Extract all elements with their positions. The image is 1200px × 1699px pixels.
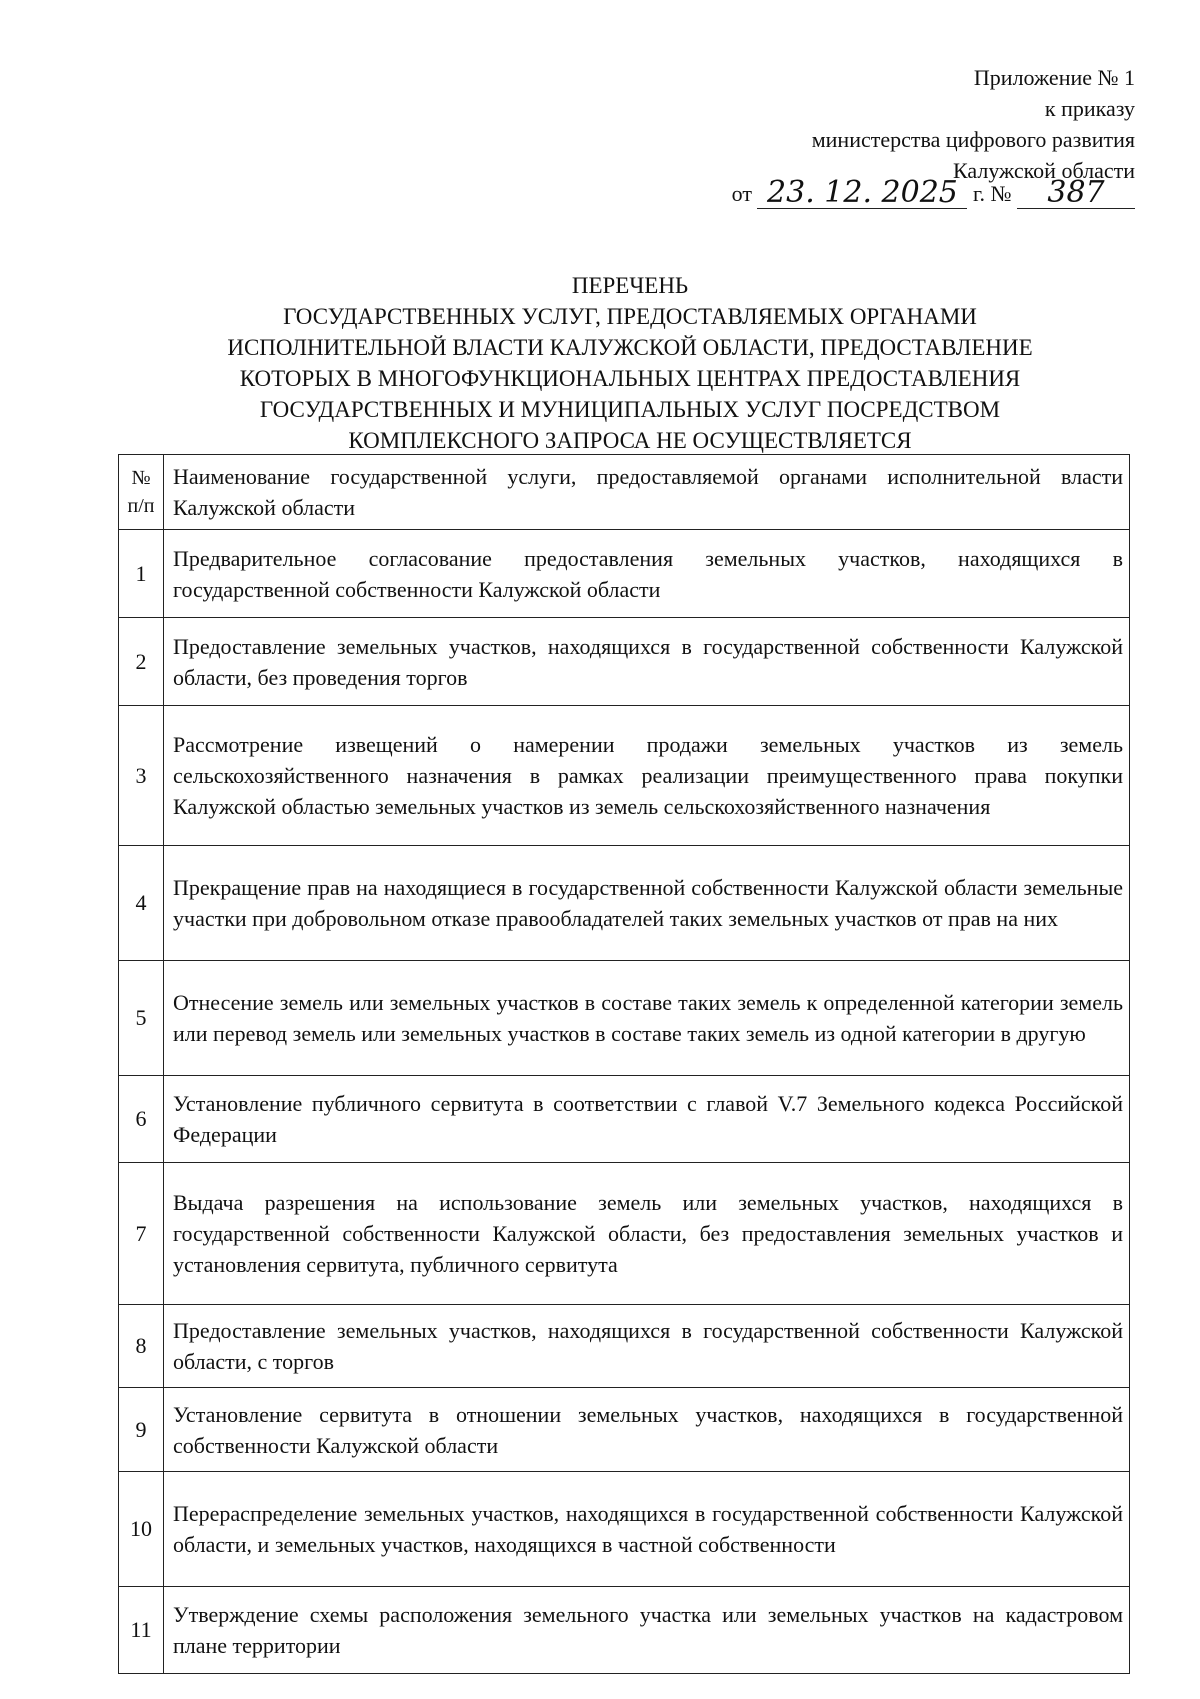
table-row <box>119 1388 1130 1472</box>
service-name: Предоставление земельных участков, находящихся в государственной собственности Калужской области, без проведения торгов <box>164 618 1130 706</box>
service-name: Прекращение прав на находящиеся в государственной собственности Калужской области земельные участки при добровольном отказе правообладателей таких земельных участков от прав на них <box>164 846 1130 961</box>
service-name: Отнесение земель или земельных участков в составе таких земель к определенной категории земель или перевод земель или земельных участков в составе таких земель из одной категории в другую <box>164 961 1130 1076</box>
table-row <box>119 1472 1130 1587</box>
order-date: 23. 12. 2025 <box>757 178 967 209</box>
table-row <box>119 1163 1130 1305</box>
service-name: Предварительное согласование предоставления земельных участков, находящихся в государственной собственности Калужской области <box>164 530 1130 618</box>
table-row <box>119 1587 1130 1674</box>
title-line: КОТОРЫХ В МНОГОФУНКЦИОНАЛЬНЫХ ЦЕНТРАХ ПРЕДОСТАВЛЕНИЯ <box>239 366 1021 391</box>
row-number: 1 <box>119 530 164 618</box>
table-row <box>119 706 1130 846</box>
table-header-row <box>119 455 1130 530</box>
service-name: Перераспределение земельных участков, находящихся в государственной собственности Калужской области, и земельных участков, находящихся в частной собственности <box>164 1472 1130 1587</box>
service-name: Выдача разрешения на использование земель или земельных участков, находящихся в государственной собственности Калужской области, без предоставления земельных участков и установления сервитута, публичного сервитута <box>164 1163 1130 1305</box>
row-number: 4 <box>119 846 164 961</box>
service-name: Установление сервитута в отношении земельных участков, находящихся в государственной собственности Калужской области <box>164 1388 1130 1472</box>
title-line: КОМПЛЕКСНОГО ЗАПРОСА НЕ ОСУЩЕСТВЛЯЕТСЯ <box>348 428 912 453</box>
title-line: ГОСУДАРСТВЕННЫХ УСЛУГ, ПРЕДОСТАВЛЯЕМЫХ ОРГАНАМИ <box>283 304 977 329</box>
service-name: Установление публичного сервитута в соответствии с главой V.7 Земельного кодекса Российской Федерации <box>164 1076 1130 1163</box>
attachment-line: Приложение № 1 <box>973 65 1135 90</box>
attachment-line: к приказу <box>1044 96 1135 121</box>
row-number: 9 <box>119 1388 164 1472</box>
service-name: Рассмотрение извещений о намерении продажи земельных участков из земель сельскохозяйственного назначения в рамках реализации преимущественного права покупки Калужской областью земельных участков из земель сельскохозяйственного назначения <box>164 706 1130 846</box>
table-row <box>119 1076 1130 1163</box>
attachment-block <box>635 62 1135 186</box>
table-row <box>119 618 1130 706</box>
table-row <box>119 846 1130 961</box>
column-header-service-name: Наименование государственной услуги, предоставляемой органами исполнительной власти Калужской области <box>164 455 1130 530</box>
row-number: 2 <box>119 618 164 706</box>
order-prefix: от <box>731 181 752 206</box>
row-number: 6 <box>119 1076 164 1163</box>
service-name: Утверждение схемы расположения земельного участка или земельных участков на кадастровом плане территории <box>164 1587 1130 1674</box>
row-number: 7 <box>119 1163 164 1305</box>
order-number-label: г. № <box>972 181 1012 206</box>
document-title <box>130 270 1130 456</box>
table-row <box>119 961 1130 1076</box>
table-row <box>119 1305 1130 1388</box>
title-line: ГОСУДАРСТВЕННЫХ И МУНИЦИПАЛЬНЫХ УСЛУГ ПОСРЕДСТВОМ <box>259 397 1001 422</box>
attachment-line: министерства цифрового развития <box>811 127 1135 152</box>
row-number: 8 <box>119 1305 164 1388</box>
service-name: Предоставление земельных участков, находящихся в государственной собственности Калужской области, с торгов <box>164 1305 1130 1388</box>
title-line: ПЕРЕЧЕНЬ <box>571 273 689 298</box>
row-number: 5 <box>119 961 164 1076</box>
column-header-number <box>119 455 164 530</box>
row-number: 3 <box>119 706 164 846</box>
column-header-number-line1: № <box>131 467 151 489</box>
attachment-line: Калужской области <box>953 158 1135 183</box>
row-number: 11 <box>119 1587 164 1674</box>
row-number: 10 <box>119 1472 164 1587</box>
order-number: 387 <box>1017 178 1135 209</box>
table-row <box>119 530 1130 618</box>
order-reference <box>731 175 1135 212</box>
column-header-number-line2: п/п <box>127 495 155 517</box>
services-table <box>118 454 1130 1674</box>
title-line: ИСПОЛНИТЕЛЬНОЙ ВЛАСТИ КАЛУЖСКОЙ ОБЛАСТИ, ПРЕДОСТАВЛЕНИЕ <box>227 335 1033 360</box>
